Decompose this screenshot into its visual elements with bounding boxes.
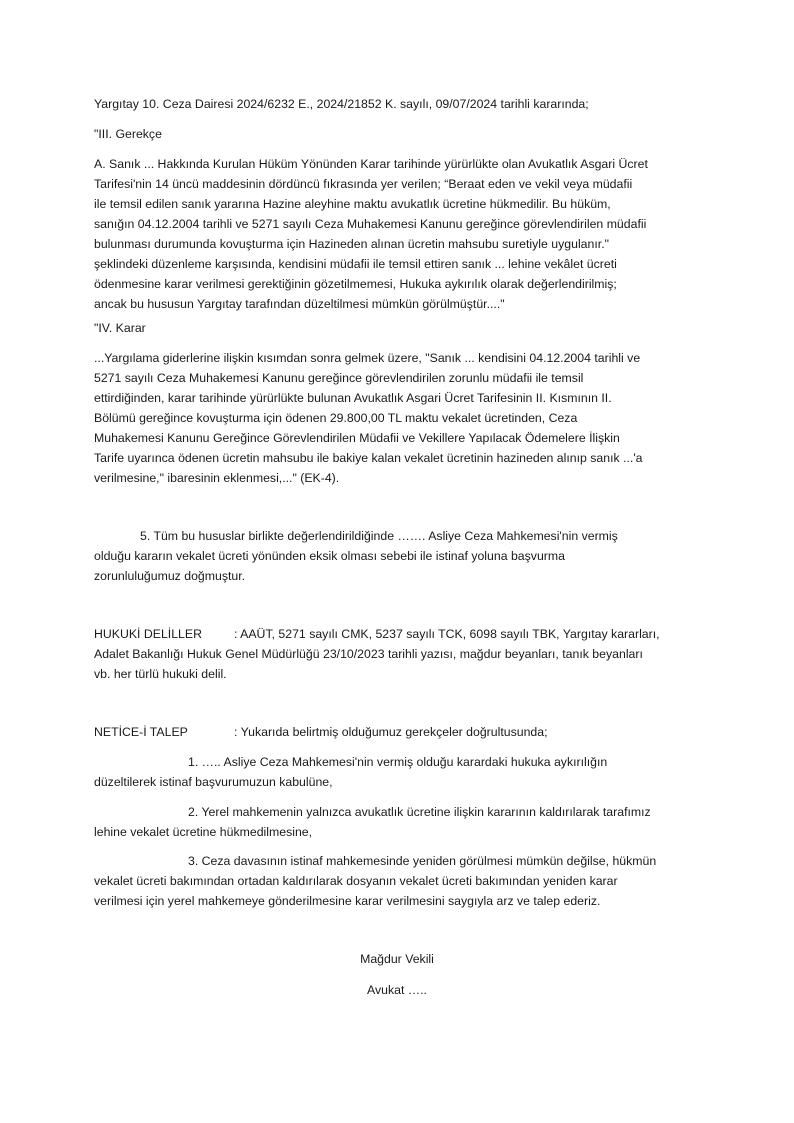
paragraph-line: Tarifesi'nin 14 üncü maddesinin dördüncü fıkrasında yer verilen; “Beraat eden ve vekil veya müdafii: [94, 177, 633, 191]
paragraph-line: zorunluluğumuz doğmuştur.: [94, 569, 246, 583]
paragraph-line: vb. her türlü hukuki delil.: [94, 667, 227, 681]
request-item-first-line: 3. Ceza davasının istinaf mahkemesinde yeniden görülmesi mümkün değilse, hükmün: [188, 854, 657, 868]
paragraph-line: ettirdiğinden, karar tarihinde yürürlükte bulunan Avukatlık Asgari Ücret Tarifesinin II. Kısmının II.: [94, 391, 612, 405]
section-4-paragraph: [94, 348, 706, 488]
paragraph-line: ödenmesine karar verilmesi gerektiğinin gözetilmemesi, Hukuka aykırılık olarak değerlendirilmiş;: [94, 277, 617, 291]
paragraph-line: ancak bu hususun Yargıtay tarafından düzeltilmesi mümkün görülmüştür....": [94, 297, 505, 311]
request-item-1: [94, 752, 706, 792]
request-first-line: [94, 722, 706, 742]
legal-evidence-label: HUKUKİ DELİLLER: [94, 627, 202, 641]
paragraph-line: Adalet Bakanlığı Hukuk Genel Müdürlüğü 23/10/2023 tarihli yazısı, mağdur beyanları, tanık beyanları: [94, 647, 643, 661]
legal-evidence-section: [94, 624, 706, 684]
paragraph-line: A. Sanık ... Hakkında Kurulan Hüküm Yönünden Karar tarihinde yürürlükte olan Avukatlık Asgari Ücret: [94, 157, 648, 171]
request-item-first-line: 1. ….. Asliye Ceza Mahkemesi'nin vermiş olduğu karardaki hukuka aykırılığın: [188, 755, 608, 769]
paragraph-line: bulunması durumunda kovuşturma için Hazineden alınan ücretin mahsubu suretiyle uygulanır.": [94, 237, 609, 251]
request-item-line: lehine vekalet ücretine hükmedilmesine,: [94, 825, 313, 839]
request-item-line: verilmesi için yerel mahkemeye gönderilmesine karar verilmesini saygıyla arz ve talep ederiz.: [94, 894, 601, 908]
paragraph-line: Tarife uyarınca ödenen ücretin mahsubu ile bakiye kalan vekalet ücretinin hazineden alınıp sanık ...'a: [94, 451, 643, 465]
paragraph-line: ...Yargılama giderlerine ilişkin kısımdan sonra gelmek üzere, "Sanık ... kendisini 04.12.2004 tarihli ve: [94, 351, 641, 365]
legal-evidence-first-line: [94, 624, 706, 644]
paragraph-line: verilmesine," ibaresinin eklenmesi,..." (EK-4).: [94, 471, 340, 485]
decision-reference-text: Yargıtay 10. Ceza Dairesi 2024/6232 E., 2024/21852 K. sayılı, 09/07/2024 tarihli kararında;: [94, 97, 589, 111]
paragraph-line: Bölümü gereğince kovuşturma için ödenen 29.800,00 TL maktu vekalet ücretinden, Ceza: [94, 411, 578, 425]
paragraph-line: ile temsil edilen sanık yararına Hazine aleyhine maktu avukatlık ücretine hükmedilir. Bu hüküm,: [94, 197, 611, 211]
request-item-2: [94, 802, 706, 842]
section-3-title: [94, 124, 706, 144]
paragraph-line: olduğu kararın vekalet ücreti yönünden eksik olması sebebi ile istinaf yoluna başvurma: [94, 549, 565, 563]
paragraph-line: Muhakemesi Kanunu Gereğince Görevlendirilen Müdafii ve Vekillere Yapılacak Ödemelere İlişkin: [94, 431, 620, 445]
paragraph-line: sanığın 04.12.2004 tarihli ve 5271 sayılı Ceza Muhakemesi Kanunu gereğince görevlendirilen müdafii: [94, 217, 647, 231]
request-intro: : Yukarıda belirtmiş olduğumuz gerekçeler doğrultusunda;: [234, 725, 548, 739]
section-4-title: [94, 318, 706, 338]
paragraph-line: 5. Tüm bu hususlar birlikte değerlendirildiğinde ……. Asliye Ceza Mahkemesi'nin vermiş: [140, 529, 618, 543]
point-5-paragraph: [94, 526, 706, 586]
request-label: NETİCE-İ TALEP: [94, 725, 188, 739]
section-3-title-text: "III. Gerekçe: [94, 127, 162, 141]
paragraph-line: 5271 sayılı Ceza Muhakemesi Kanunu gereğince görevlendirilen zorunlu müdafii ile temsil: [94, 371, 584, 385]
section-3-paragraph: [94, 154, 706, 314]
request-item-line: düzeltilerek istinaf başvurumuzun kabulüne,: [94, 775, 333, 789]
section-4-title-text: "IV. Karar: [94, 321, 146, 335]
signature-role: Mağdur Vekili: [360, 952, 434, 966]
legal-evidence-text: : AAÜT, 5271 sayılı CMK, 5237 sayılı TCK, 6098 sayılı TBK, Yargıtay kararları,: [234, 627, 660, 641]
paragraph-line: şeklindeki düzenleme karşısında, kendisini müdafii ile temsil ettiren sanık ... lehine vekâlet ücreti: [94, 257, 617, 271]
request-item-line: vekalet ücreti bakımından ortadan kaldırılarak dosyanın vekalet ücreti bakımından yeniden karar: [94, 874, 618, 888]
request-item-3: [94, 851, 706, 911]
request-section: [94, 722, 706, 742]
signature-name: Avukat …..: [367, 983, 427, 997]
request-item-first-line: 2. Yerel mahkemenin yalnızca avukatlık ücretine ilişkin kararının kaldırılarak tarafımız: [188, 805, 651, 819]
decision-reference: [94, 94, 706, 114]
